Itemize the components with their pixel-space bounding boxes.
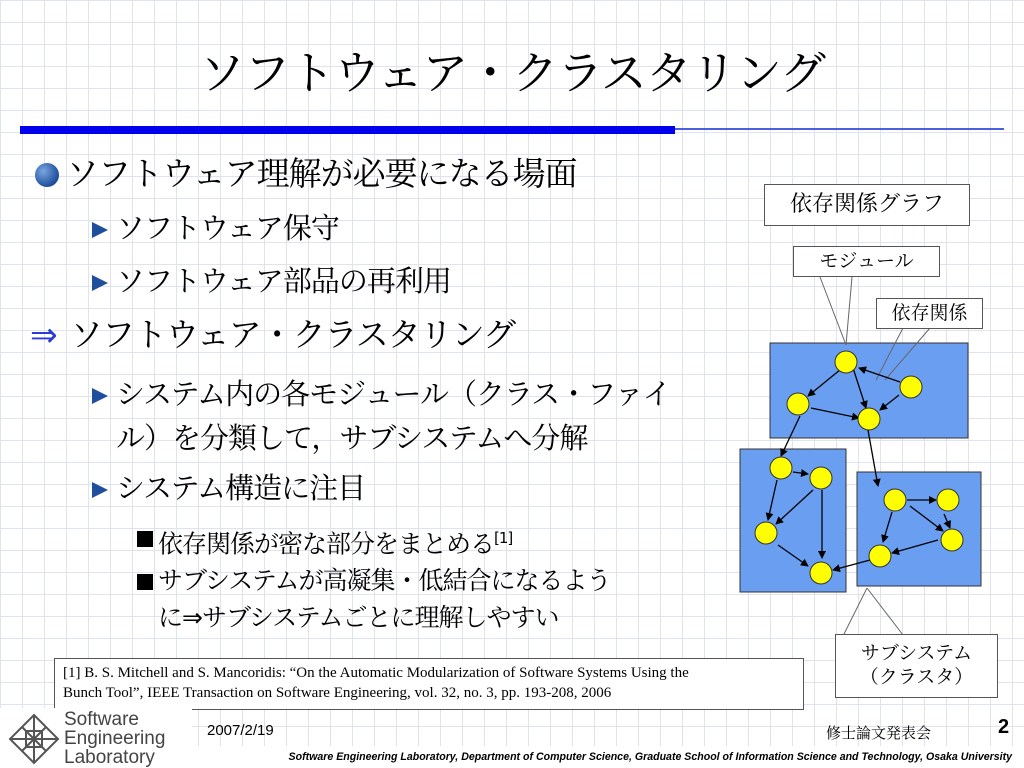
triangle-bullet-icon	[90, 272, 110, 292]
module-node	[755, 522, 777, 544]
graph-label-box: 依存関係グラフ	[764, 184, 970, 226]
bullet-level2: ソフトウェア部品の再利用	[116, 264, 451, 298]
module-node	[770, 457, 792, 479]
bullet-level3: 依存関係が密な部分をまとめる[1]	[158, 529, 513, 559]
bullet-level3-continuation: に⇒サブシステムごとに理解しやすい	[158, 603, 559, 632]
module-node	[900, 376, 922, 398]
module-node	[835, 351, 857, 373]
bullet-level1: ソフトウェア・クラスタリング	[70, 315, 516, 354]
module-node	[884, 489, 906, 511]
triangle-bullet-icon	[90, 385, 110, 405]
footer-date: 2007/2/19	[207, 722, 274, 739]
square-bullet-icon	[137, 531, 153, 547]
round-bullet-icon	[35, 163, 59, 187]
triangle-bullet-icon	[90, 219, 110, 239]
citation-box	[54, 658, 804, 710]
bullet-level2: システム内の各モジュール（クラス・ファイ	[116, 377, 671, 411]
module-node	[937, 489, 959, 511]
title-underline-bar	[20, 126, 675, 134]
bullet-level3: サブシステムが高凝集・低結合になるよう	[158, 566, 611, 595]
module-node	[810, 562, 832, 584]
bullet-level2: ソフトウェア保守	[116, 211, 339, 245]
page-number: 2	[998, 716, 1010, 738]
triangle-bullet-icon	[90, 479, 110, 499]
bullet-level2-continuation: ル）を分類して，サブシステムへ分解	[116, 421, 588, 455]
square-bullet-icon	[137, 574, 153, 590]
dependency-callout: 依存関係	[876, 298, 983, 329]
module-callout: モジュール	[793, 246, 940, 277]
subsystem-callout: サブシステム （クラスタ）	[835, 634, 998, 698]
citation-ref: [1]	[494, 529, 513, 547]
footer-event: 修士論文発表会	[826, 724, 932, 742]
cluster-box	[857, 472, 981, 586]
citation-line: [1] B. S. Mitchell and S. Mancoridis: “On the Automatic Modularization of Software Systems Using the	[63, 665, 689, 681]
citation-line: Bunch Tool”, IEEE Transaction on Software Engineering, vol. 32, no. 3, pp. 193-208, 2006	[63, 685, 612, 701]
slide-title: ソフトウェア・クラスタリング	[199, 46, 825, 100]
module-node	[787, 393, 809, 415]
implies-arrow-icon: ⇒	[30, 315, 57, 354]
module-node	[941, 529, 963, 551]
module-node	[858, 408, 880, 430]
bullet-level2: システム構造に注目	[116, 471, 366, 505]
title-underline-line	[675, 128, 1004, 130]
module-node	[869, 545, 891, 567]
footer-affiliation: Software Engineering Laboratory, Department of Computer Science, Graduate School of Information Science and Technology, Osaka University	[192, 746, 1024, 768]
module-node	[810, 467, 832, 489]
lab-logo-icon	[8, 713, 60, 765]
bullet-level1: ソフトウェア理解が必要になる場面	[66, 154, 577, 193]
lab-logo-text: Software Engineering Laboratory	[64, 709, 166, 768]
